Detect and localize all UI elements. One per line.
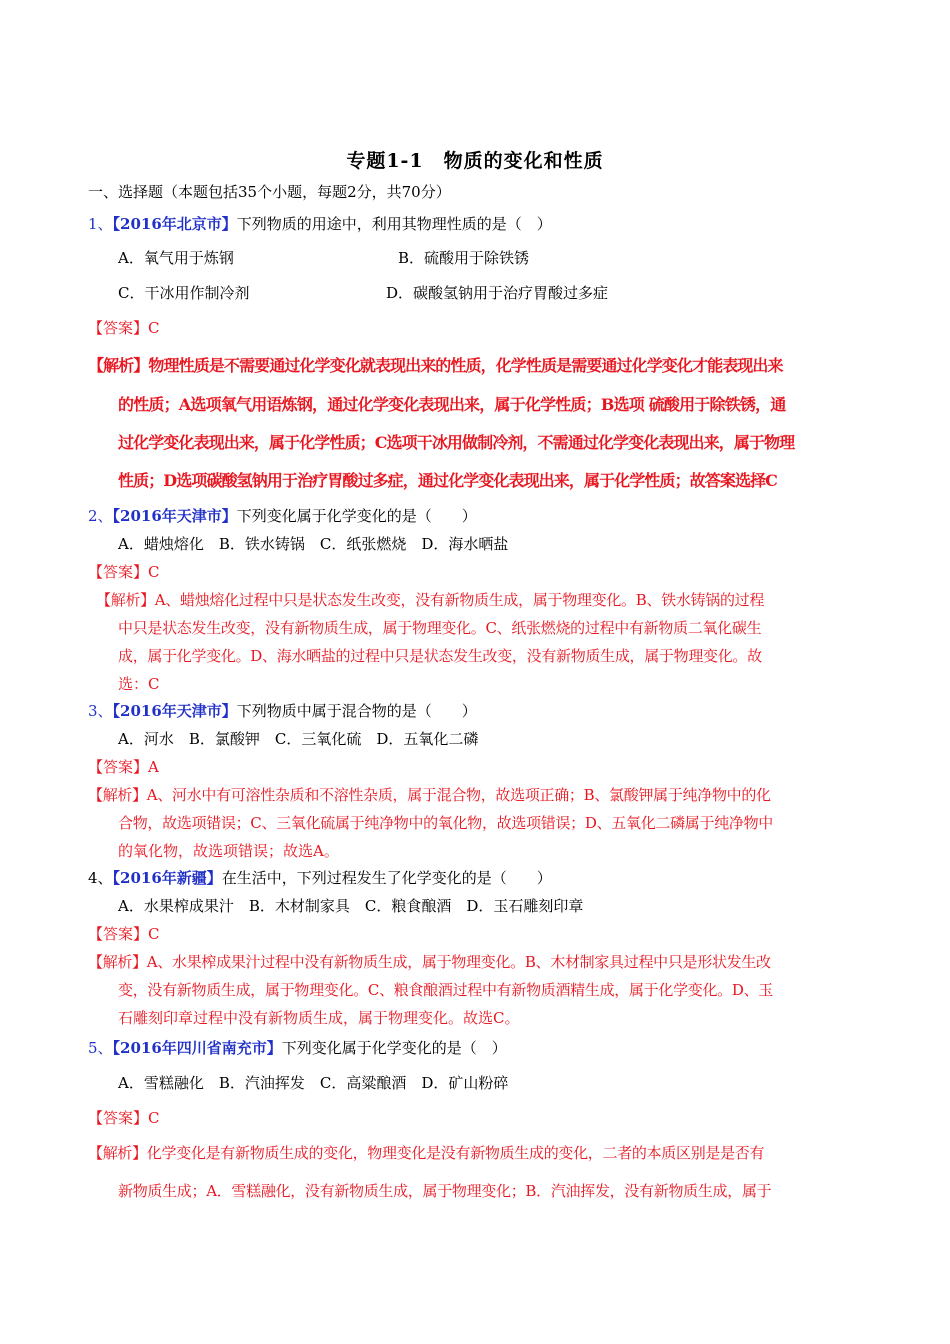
question-5-options: A．雪糕融化 B．汽油挥发 C．高粱酿酒 D．矿山粉碎 bbox=[118, 1074, 509, 1092]
question-3-explanation-line-3: 的氧化物，故选项错误；故选A。 bbox=[118, 842, 339, 860]
question-3-number: 3、 bbox=[88, 702, 113, 720]
section-header: 一、选择题（本题包括35个小题，每题2分，共70分） bbox=[88, 183, 451, 201]
question-2-options: A．蜡烛熔化 B．铁水铸锅 C．纸张燃烧 D．海水晒盐 bbox=[118, 535, 509, 553]
question-4-source: 【2016年新疆】 bbox=[112, 869, 222, 887]
question-1-explanation-line-3: 过化学变化表现出来，属于化学性质；C选项干冰用做制冷剂，不需通过化学变化表现出来，属于物理 bbox=[118, 433, 795, 452]
question-4-explanation-line-2: 变，没有新物质生成，属于物理变化。C、粮食酿酒过程中有新物质酒精生成，属于化学变化。D、玉 bbox=[118, 981, 774, 999]
question-2-stem bbox=[88, 506, 477, 526]
question-1-option-b: B．硫酸用于除铁锈 bbox=[398, 249, 530, 267]
question-1-explanation-line-4: 性质；D选项碳酸氢钠用于治疗胃酸过多症，通过化学变化表现出来，属于化学性质；故答案选择C bbox=[118, 471, 778, 490]
question-4-answer: 【答案】C bbox=[88, 925, 160, 943]
question-3-answer: 【答案】A bbox=[88, 758, 159, 776]
question-1-source: 【2016年北京市】 bbox=[112, 215, 237, 233]
question-5-stem bbox=[88, 1038, 507, 1058]
question-3-stem bbox=[88, 701, 477, 721]
question-3-options: A．河水 B．氯酸钾 C．三氧化硫 D．五氧化二磷 bbox=[118, 730, 479, 748]
question-5-source: 【2016年四川省南充市】 bbox=[112, 1039, 282, 1057]
question-4-stem bbox=[88, 868, 552, 888]
question-1-answer: 【答案】C bbox=[88, 319, 160, 337]
question-4-explanation-line-1: 【解析】A、水果榨成果汁过程中没有新物质生成，属于物理变化。B、木材制家具过程中只是形状发生改 bbox=[88, 953, 771, 971]
question-5-explanation-line-2: 新物质生成；A．雪糕融化，没有新物质生成，属于物理变化；B．汽油挥发，没有新物质生成，属于 bbox=[118, 1182, 772, 1200]
question-1-stem bbox=[88, 214, 552, 234]
question-1-option-d: D．碳酸氢钠用于治疗胃酸过多症 bbox=[386, 284, 609, 302]
question-3-source: 【2016年天津市】 bbox=[112, 702, 237, 720]
question-2-explanation-line-2: 中只是状态发生改变，没有新物质生成，属于物理变化。C、纸张燃烧的过程中有新物质二氧化碳生 bbox=[118, 619, 762, 637]
question-4-options: A．水果榨成果汁 B．木材制家具 C．粮食酿酒 D．玉石雕刻印章 bbox=[118, 897, 584, 915]
question-2-explanation-line-1: 【解析】A、蜡烛熔化过程中只是状态发生改变，没有新物质生成，属于物理变化。B、铁水铸锅的过程 bbox=[96, 591, 765, 609]
question-1-number: 1、 bbox=[88, 215, 113, 233]
question-1-text: 下列物质的用途中，利用其物理性质的是（ ） bbox=[236, 215, 552, 233]
question-2-text: 下列变化属于化学变化的是（ ） bbox=[236, 507, 477, 525]
page-title: 专题1-1 物质的变化和性质 bbox=[346, 150, 604, 172]
question-2-source: 【2016年天津市】 bbox=[112, 507, 237, 525]
question-2-answer: 【答案】C bbox=[88, 563, 160, 581]
question-1-option-a: A．氧气用于炼钢 bbox=[118, 249, 234, 267]
question-2-number: 2、 bbox=[88, 507, 113, 525]
question-2-explanation-line-3: 成，属于化学变化。D、海水晒盐的过程中只是状态发生改变，没有新物质生成，属于物理变化。故 bbox=[118, 647, 762, 665]
question-5-explanation-line-1: 【解析】化学变化是有新物质生成的变化，物理变化是没有新物质生成的变化，二者的本质区别是是否有 bbox=[88, 1144, 765, 1162]
question-4-number: 4、 bbox=[88, 869, 113, 887]
question-5-text: 下列变化属于化学变化的是（ ） bbox=[281, 1039, 507, 1057]
question-5-number: 5、 bbox=[88, 1039, 113, 1057]
question-3-explanation-line-1: 【解析】A、河水中有可溶性杂质和不溶性杂质，属于混合物，故选项正确；B、氯酸钾属于纯净物中的化 bbox=[88, 786, 771, 804]
question-4-explanation-line-3: 石雕刻印章过程中没有新物质生成，属于物理变化。故选C。 bbox=[118, 1009, 520, 1027]
question-1-explanation-line-2: 的性质；A选项氧气用语炼钢，通过化学变化表现出来，属于化学性质；B选项 硫酸用于除铁锈，通 bbox=[118, 395, 786, 414]
question-3-text: 下列物质中属于混合物的是（ ） bbox=[236, 702, 477, 720]
question-3-explanation-line-2: 合物，故选项错误；C、三氧化硫属于纯净物中的氧化物，故选项错误；D、五氧化二磷属于纯净物中 bbox=[118, 814, 774, 832]
question-2-explanation-line-4: 选：C bbox=[118, 675, 160, 693]
question-4-text: 在生活中，下列过程发生了化学变化的是（ ） bbox=[221, 869, 552, 887]
question-5-answer: 【答案】C bbox=[88, 1109, 160, 1127]
question-1-option-c: C．干冰用作制冷剂 bbox=[118, 284, 250, 302]
question-1-explanation-line-1: 【解析】物理性质是不需要通过化学变化就表现出来的性质，化学性质是需要通过化学变化才能表现出来 bbox=[88, 356, 783, 375]
